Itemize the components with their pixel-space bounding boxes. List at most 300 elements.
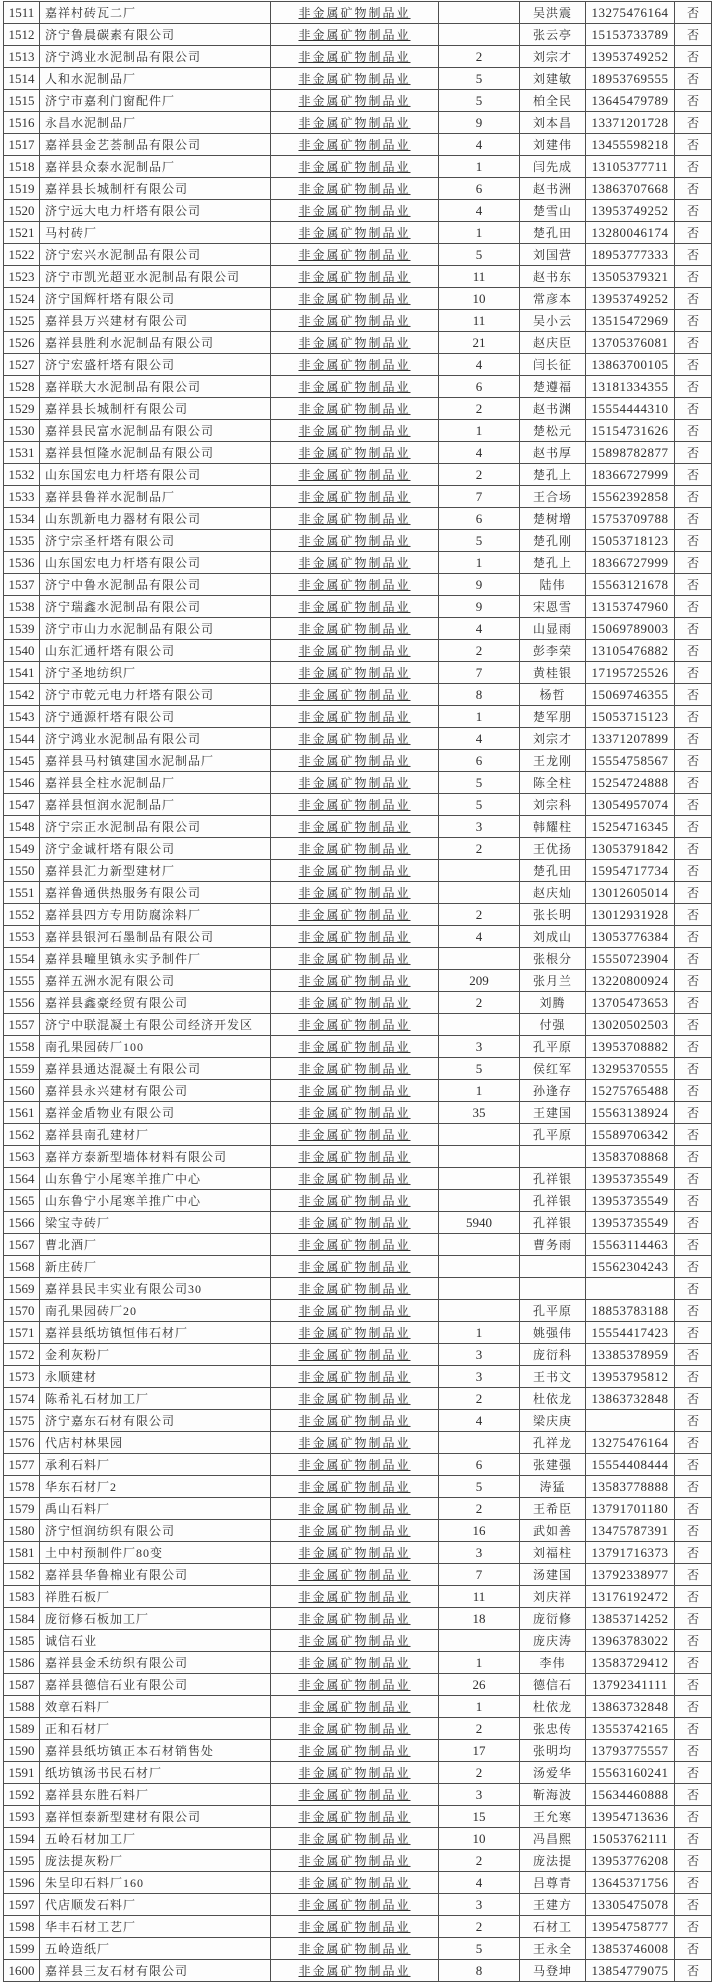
- company-cell: 嘉祥金盾物业有限公司: [40, 1102, 271, 1124]
- flag-cell: 否: [675, 1300, 712, 1322]
- count-cell: 2: [439, 46, 520, 68]
- serial-cell: 1590: [4, 1740, 40, 1762]
- count-cell: 4: [439, 1410, 520, 1432]
- flag-cell: 否: [675, 222, 712, 244]
- company-cell: 济宁国辉杆塔有限公司: [40, 288, 271, 310]
- count-cell: 9: [439, 574, 520, 596]
- flag-cell: 否: [675, 288, 712, 310]
- serial-cell: 1554: [4, 948, 40, 970]
- contact-cell: 楚孔田: [520, 860, 586, 882]
- table-row: [4, 1938, 712, 1960]
- company-cell: 嘉祥县马村镇建国水泥制品厂: [40, 750, 271, 772]
- contact-cell: 刘腾: [520, 992, 586, 1014]
- flag-cell: 否: [675, 860, 712, 882]
- contact-cell: 汤建国: [520, 1564, 586, 1586]
- table-row: [4, 1476, 712, 1498]
- contact-cell: 楚松元: [520, 420, 586, 442]
- industry-cell: 非金属矿物制品业: [271, 310, 439, 332]
- count-cell: [439, 948, 520, 970]
- industry-cell: 非金属矿物制品业: [271, 1850, 439, 1872]
- count-cell: [439, 1234, 520, 1256]
- serial-cell: 1576: [4, 1432, 40, 1454]
- count-cell: 1: [439, 552, 520, 574]
- table-row: [4, 90, 712, 112]
- contact-cell: 庞衍科: [520, 1344, 586, 1366]
- company-cell: 陈希礼石材加工厂: [40, 1388, 271, 1410]
- serial-cell: 1550: [4, 860, 40, 882]
- table-row: [4, 1080, 712, 1102]
- company-cell: 济宁宏兴水泥制品有限公司: [40, 244, 271, 266]
- phone-cell: 13953749252: [586, 46, 675, 68]
- flag-cell: 否: [675, 1256, 712, 1278]
- industry-cell: 非金属矿物制品业: [271, 1740, 439, 1762]
- phone-cell: 13475787391: [586, 1520, 675, 1542]
- serial-cell: 1572: [4, 1344, 40, 1366]
- table-row: [4, 904, 712, 926]
- contact-cell: 刘庆祥: [520, 1586, 586, 1608]
- serial-cell: 1520: [4, 200, 40, 222]
- table-row: [4, 266, 712, 288]
- table-row: [4, 1850, 712, 1872]
- contact-cell: 王建国: [520, 1102, 586, 1124]
- phone-cell: 18366727999: [586, 464, 675, 486]
- count-cell: 6: [439, 1454, 520, 1476]
- table-row: [4, 288, 712, 310]
- contact-cell: 韩耀柱: [520, 816, 586, 838]
- serial-cell: 1577: [4, 1454, 40, 1476]
- table-row: [4, 1124, 712, 1146]
- serial-cell: 1558: [4, 1036, 40, 1058]
- phone-cell: [586, 1410, 675, 1432]
- flag-cell: 否: [675, 90, 712, 112]
- serial-cell: 1557: [4, 1014, 40, 1036]
- serial-cell: 1541: [4, 662, 40, 684]
- phone-cell: 13053791842: [586, 838, 675, 860]
- table-row: [4, 1718, 712, 1740]
- company-cell: 济宁圣地纺织厂: [40, 662, 271, 684]
- industry-cell: 非金属矿物制品业: [271, 1124, 439, 1146]
- phone-cell: 13954713636: [586, 1806, 675, 1828]
- serial-cell: 1581: [4, 1542, 40, 1564]
- serial-cell: 1563: [4, 1146, 40, 1168]
- serial-cell: 1529: [4, 398, 40, 420]
- phone-cell: 13275476164: [586, 2, 675, 24]
- flag-cell: 否: [675, 1960, 712, 1982]
- company-cell: 济宁恒润纺织有限公司: [40, 1520, 271, 1542]
- industry-cell: 非金属矿物制品业: [271, 1696, 439, 1718]
- table-row: [4, 332, 712, 354]
- count-cell: [439, 882, 520, 904]
- serial-cell: 1580: [4, 1520, 40, 1542]
- company-cell: 正和石材厂: [40, 1718, 271, 1740]
- contact-cell: 刘宗科: [520, 794, 586, 816]
- industry-cell: 非金属矿物制品业: [271, 1520, 439, 1542]
- industry-cell: 非金属矿物制品业: [271, 1322, 439, 1344]
- table-row: [4, 1300, 712, 1322]
- table-row: [4, 1410, 712, 1432]
- table-row: [4, 574, 712, 596]
- table-row: [4, 948, 712, 970]
- industry-cell: 非金属矿物制品业: [271, 222, 439, 244]
- industry-cell: 非金属矿物制品业: [271, 926, 439, 948]
- serial-cell: 1540: [4, 640, 40, 662]
- count-cell: 5940: [439, 1212, 520, 1234]
- serial-cell: 1568: [4, 1256, 40, 1278]
- industry-cell: 非金属矿物制品业: [271, 1784, 439, 1806]
- count-cell: 2: [439, 1498, 520, 1520]
- serial-cell: 1523: [4, 266, 40, 288]
- contact-cell: 付强: [520, 1014, 586, 1036]
- contact-cell: [520, 1146, 586, 1168]
- company-cell: 嘉祥联大水泥制品有限公司: [40, 376, 271, 398]
- phone-cell: 13645479789: [586, 90, 675, 112]
- table-row: [4, 1520, 712, 1542]
- flag-cell: 否: [675, 1762, 712, 1784]
- serial-cell: 1566: [4, 1212, 40, 1234]
- table-row: [4, 772, 712, 794]
- phone-cell: 18366727999: [586, 552, 675, 574]
- flag-cell: 否: [675, 398, 712, 420]
- flag-cell: 否: [675, 1498, 712, 1520]
- company-cell: 山东国宏电力杆塔有限公司: [40, 552, 271, 574]
- flag-cell: 否: [675, 1586, 712, 1608]
- flag-cell: 否: [675, 1410, 712, 1432]
- table-row: [4, 860, 712, 882]
- phone-cell: 15275765488: [586, 1080, 675, 1102]
- count-cell: 6: [439, 376, 520, 398]
- company-cell: 华丰石材工艺厂: [40, 1916, 271, 1938]
- contact-cell: 王龙刚: [520, 750, 586, 772]
- company-cell: 济宁鸿业水泥制品有限公司: [40, 46, 271, 68]
- phone-cell: 13953708882: [586, 1036, 675, 1058]
- phone-cell: 13371201728: [586, 112, 675, 134]
- count-cell: 10: [439, 288, 520, 310]
- flag-cell: 否: [675, 618, 712, 640]
- industry-cell: 非金属矿物制品业: [271, 200, 439, 222]
- contact-cell: 庞衍修: [520, 1608, 586, 1630]
- serial-cell: 1534: [4, 508, 40, 530]
- serial-cell: 1517: [4, 134, 40, 156]
- contact-cell: 王书文: [520, 1366, 586, 1388]
- contact-cell: 赵书厚: [520, 442, 586, 464]
- phone-cell: 13515472969: [586, 310, 675, 332]
- industry-cell: 非金属矿物制品业: [271, 134, 439, 156]
- contact-cell: 武如善: [520, 1520, 586, 1542]
- phone-cell: 15154731626: [586, 420, 675, 442]
- serial-cell: 1518: [4, 156, 40, 178]
- flag-cell: 否: [675, 992, 712, 1014]
- company-cell: 济宁鸿业水泥制品有限公司: [40, 728, 271, 750]
- count-cell: 7: [439, 662, 520, 684]
- serial-cell: 1597: [4, 1894, 40, 1916]
- serial-cell: 1594: [4, 1828, 40, 1850]
- count-cell: 4: [439, 134, 520, 156]
- industry-cell: 非金属矿物制品业: [271, 266, 439, 288]
- industry-cell: 非金属矿物制品业: [271, 1586, 439, 1608]
- table-row: [4, 1696, 712, 1718]
- industry-cell: 非金属矿物制品业: [271, 46, 439, 68]
- company-cell: 庞法提灰粉厂: [40, 1850, 271, 1872]
- flag-cell: 否: [675, 1344, 712, 1366]
- industry-cell: 非金属矿物制品业: [271, 1366, 439, 1388]
- serial-cell: 1598: [4, 1916, 40, 1938]
- company-cell: 嘉祥县金艺荟制品有限公司: [40, 134, 271, 156]
- industry-cell: 非金属矿物制品业: [271, 68, 439, 90]
- count-cell: 4: [439, 728, 520, 750]
- serial-cell: 1522: [4, 244, 40, 266]
- flag-cell: 否: [675, 354, 712, 376]
- phone-cell: 13505379321: [586, 266, 675, 288]
- serial-cell: 1560: [4, 1080, 40, 1102]
- phone-cell: 13645371756: [586, 1872, 675, 1894]
- count-cell: 7: [439, 486, 520, 508]
- flag-cell: 否: [675, 794, 712, 816]
- contact-cell: 楚军朋: [520, 706, 586, 728]
- industry-cell: 非金属矿物制品业: [271, 2, 439, 24]
- table-row: [4, 552, 712, 574]
- table-row: [4, 596, 712, 618]
- flag-cell: 否: [675, 1696, 712, 1718]
- count-cell: 9: [439, 596, 520, 618]
- industry-cell: 非金属矿物制品业: [271, 420, 439, 442]
- company-cell: 嘉祥县德信石业有限公司: [40, 1674, 271, 1696]
- table-row: [4, 1344, 712, 1366]
- company-cell: 济宁远大电力杆塔有限公司: [40, 200, 271, 222]
- industry-cell: 非金属矿物制品业: [271, 178, 439, 200]
- contact-cell: 张忠传: [520, 1718, 586, 1740]
- industry-cell: 非金属矿物制品业: [271, 354, 439, 376]
- industry-cell: 非金属矿物制品业: [271, 1630, 439, 1652]
- table-row: [4, 970, 712, 992]
- phone-cell: 13705376081: [586, 332, 675, 354]
- contact-cell: 石材工: [520, 1916, 586, 1938]
- table-row: [4, 46, 712, 68]
- count-cell: 21: [439, 332, 520, 354]
- serial-cell: 1543: [4, 706, 40, 728]
- industry-cell: 非金属矿物制品业: [271, 1168, 439, 1190]
- company-cell: 五岭造纸厂: [40, 1938, 271, 1960]
- company-cell: 山东凯新电力器材有限公司: [40, 508, 271, 530]
- industry-cell: 非金属矿物制品业: [271, 1256, 439, 1278]
- industry-cell: 非金属矿物制品业: [271, 882, 439, 904]
- phone-cell: 15753709788: [586, 508, 675, 530]
- serial-cell: 1578: [4, 1476, 40, 1498]
- phone-cell: 13705473653: [586, 992, 675, 1014]
- phone-cell: 15898782877: [586, 442, 675, 464]
- phone-cell: 13280046174: [586, 222, 675, 244]
- industry-cell: 非金属矿物制品业: [271, 1102, 439, 1124]
- count-cell: 2: [439, 1850, 520, 1872]
- company-cell: 济宁中鲁水泥制品有限公司: [40, 574, 271, 596]
- company-cell: 嘉祥县全柱水泥制品厂: [40, 772, 271, 794]
- company-cell: 代店顺发石料厂: [40, 1894, 271, 1916]
- table-row: [4, 684, 712, 706]
- industry-cell: 非金属矿物制品业: [271, 1916, 439, 1938]
- count-cell: 2: [439, 398, 520, 420]
- contact-cell: 陈全柱: [520, 772, 586, 794]
- industry-cell: 非金属矿物制品业: [271, 860, 439, 882]
- phone-cell: 15562304243: [586, 1256, 675, 1278]
- phone-cell: 13275476164: [586, 1432, 675, 1454]
- serial-cell: 1571: [4, 1322, 40, 1344]
- contact-cell: 赵书洲: [520, 178, 586, 200]
- company-cell: 嘉祥县疃里镇永实予制件厂: [40, 948, 271, 970]
- flag-cell: 否: [675, 1124, 712, 1146]
- count-cell: 11: [439, 266, 520, 288]
- contact-cell: 王合场: [520, 486, 586, 508]
- company-cell: 嘉祥县三友石材有限公司: [40, 1960, 271, 1982]
- phone-cell: 15153733789: [586, 24, 675, 46]
- industry-cell: 非金属矿物制品业: [271, 1080, 439, 1102]
- serial-cell: 1516: [4, 112, 40, 134]
- count-cell: 1: [439, 1322, 520, 1344]
- company-cell: 祥胜石板厂: [40, 1586, 271, 1608]
- serial-cell: 1519: [4, 178, 40, 200]
- phone-cell: 13953749252: [586, 200, 675, 222]
- table-row: [4, 1058, 712, 1080]
- contact-cell: 楚遵福: [520, 376, 586, 398]
- company-cell: 济宁中联混凝土有限公司经济开发区: [40, 1014, 271, 1036]
- phone-cell: 13953749252: [586, 288, 675, 310]
- company-cell: 嘉祥县华鲁棉业有限公司: [40, 1564, 271, 1586]
- count-cell: 3: [439, 1784, 520, 1806]
- industry-cell: 非金属矿物制品业: [271, 772, 439, 794]
- industry-cell: 非金属矿物制品业: [271, 464, 439, 486]
- table-row: [4, 1388, 712, 1410]
- company-cell: 新庄砖厂: [40, 1256, 271, 1278]
- count-cell: [439, 2, 520, 24]
- table-row: [4, 1872, 712, 1894]
- company-cell: 济宁宗正水泥制品有限公司: [40, 816, 271, 838]
- serial-cell: 1582: [4, 1564, 40, 1586]
- phone-cell: 13791701180: [586, 1498, 675, 1520]
- phone-cell: 13953735549: [586, 1190, 675, 1212]
- phone-cell: 15589706342: [586, 1124, 675, 1146]
- company-cell: 济宁市凯光超亚水泥制品有限公司: [40, 266, 271, 288]
- industry-cell: 非金属矿物制品业: [271, 1388, 439, 1410]
- phone-cell: 13863732848: [586, 1388, 675, 1410]
- contact-cell: 黄桂银: [520, 662, 586, 684]
- contact-cell: 彭李荣: [520, 640, 586, 662]
- flag-cell: 否: [675, 1366, 712, 1388]
- serial-cell: 1589: [4, 1718, 40, 1740]
- contact-cell: 庞法提: [520, 1850, 586, 1872]
- contact-cell: 曹务雨: [520, 1234, 586, 1256]
- serial-cell: 1548: [4, 816, 40, 838]
- flag-cell: 否: [675, 926, 712, 948]
- count-cell: 3: [439, 1542, 520, 1564]
- count-cell: 5: [439, 772, 520, 794]
- industry-cell: 非金属矿物制品业: [271, 574, 439, 596]
- count-cell: 1: [439, 1652, 520, 1674]
- count-cell: 4: [439, 926, 520, 948]
- table-row: [4, 750, 712, 772]
- flag-cell: 否: [675, 772, 712, 794]
- serial-cell: 1533: [4, 486, 40, 508]
- phone-cell: 18953769555: [586, 68, 675, 90]
- serial-cell: 1542: [4, 684, 40, 706]
- table-row: [4, 24, 712, 46]
- company-cell: 梁宝寺砖厂: [40, 1212, 271, 1234]
- serial-cell: 1527: [4, 354, 40, 376]
- count-cell: 11: [439, 310, 520, 332]
- flag-cell: 否: [675, 706, 712, 728]
- flag-cell: 否: [675, 1278, 712, 1300]
- table-row: [4, 310, 712, 332]
- count-cell: 18: [439, 1608, 520, 1630]
- contact-cell: 姚强伟: [520, 1322, 586, 1344]
- table-row: [4, 1278, 712, 1300]
- flag-cell: 否: [675, 1014, 712, 1036]
- serial-cell: 1562: [4, 1124, 40, 1146]
- table-row: [4, 1630, 712, 1652]
- flag-cell: 否: [675, 442, 712, 464]
- table-row: [4, 728, 712, 750]
- industry-cell: 非金属矿物制品业: [271, 1014, 439, 1036]
- contact-cell: 刘宗才: [520, 728, 586, 750]
- phone-cell: 15563138924: [586, 1102, 675, 1124]
- flag-cell: 否: [675, 1080, 712, 1102]
- company-cell: 嘉祥县四方专用防腐涂料厂: [40, 904, 271, 926]
- count-cell: 3: [439, 1036, 520, 1058]
- company-cell: 嘉祥恒泰新型建材有限公司: [40, 1806, 271, 1828]
- table-row: [4, 1586, 712, 1608]
- contact-cell: 梁庆庚: [520, 1410, 586, 1432]
- count-cell: 11: [439, 1586, 520, 1608]
- serial-cell: 1526: [4, 332, 40, 354]
- flag-cell: 否: [675, 970, 712, 992]
- contact-cell: 杨哲: [520, 684, 586, 706]
- phone-cell: 13792338977: [586, 1564, 675, 1586]
- industry-cell: 非金属矿物制品业: [271, 332, 439, 354]
- table-row: [4, 1740, 712, 1762]
- contact-cell: 楚雪山: [520, 200, 586, 222]
- contact-cell: 李伟: [520, 1652, 586, 1674]
- industry-cell: 非金属矿物制品业: [271, 1894, 439, 1916]
- phone-cell: 15254716345: [586, 816, 675, 838]
- flag-cell: 否: [675, 1454, 712, 1476]
- flag-cell: 否: [675, 266, 712, 288]
- contact-cell: 常彦本: [520, 288, 586, 310]
- industry-cell: 非金属矿物制品业: [271, 1652, 439, 1674]
- company-cell: 嘉祥县南孔建材厂: [40, 1124, 271, 1146]
- industry-cell: 非金属矿物制品业: [271, 156, 439, 178]
- flag-cell: 否: [675, 200, 712, 222]
- serial-cell: 1538: [4, 596, 40, 618]
- count-cell: 2: [439, 1718, 520, 1740]
- company-cell: 代店村林果园: [40, 1432, 271, 1454]
- count-cell: [439, 1124, 520, 1146]
- contact-cell: 孔祥龙: [520, 1432, 586, 1454]
- industry-cell: 非金属矿物制品业: [271, 1718, 439, 1740]
- phone-cell: 15954717734: [586, 860, 675, 882]
- company-cell: 嘉祥五洲水泥有限公司: [40, 970, 271, 992]
- contact-cell: 冯昌熙: [520, 1828, 586, 1850]
- serial-cell: 1546: [4, 772, 40, 794]
- table-row: [4, 640, 712, 662]
- flag-cell: 否: [675, 838, 712, 860]
- count-cell: [439, 1190, 520, 1212]
- count-cell: 2: [439, 1388, 520, 1410]
- industry-cell: 非金属矿物制品业: [271, 618, 439, 640]
- flag-cell: 否: [675, 376, 712, 398]
- serial-cell: 1587: [4, 1674, 40, 1696]
- count-cell: 15: [439, 1806, 520, 1828]
- serial-cell: 1583: [4, 1586, 40, 1608]
- company-cell: 永昌水泥制品厂: [40, 112, 271, 134]
- table-row: [4, 442, 712, 464]
- company-cell: 嘉祥县民富水泥制品有限公司: [40, 420, 271, 442]
